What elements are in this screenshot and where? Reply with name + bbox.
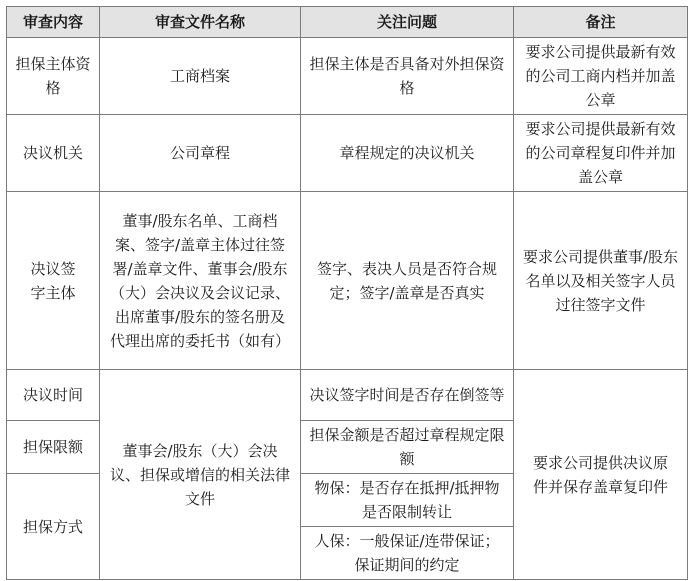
concern-cell: 签字、表决人员是否符合规定；签字/盖章是否真实 <box>301 192 514 370</box>
header-concern: 关注问题 <box>301 7 514 38</box>
review-content-cell: 担保主体资格 <box>7 38 100 115</box>
file-name-cell: 董事会/股东（大）会决议、担保或增信的相关法律文件 <box>100 370 301 580</box>
table-row <box>7 192 688 370</box>
concern-cell: 决议签字时间是否存在倒签等 <box>301 370 514 421</box>
table-header-row <box>7 7 688 38</box>
file-name-cell: 工商档案 <box>100 38 301 115</box>
concern-cell: 担保金额是否超过章程规定限额 <box>301 421 514 474</box>
table-row <box>7 115 688 192</box>
review-content-cell: 决议机关 <box>7 115 100 192</box>
review-content-cell: 决议时间 <box>7 370 100 421</box>
file-name-cell: 公司章程 <box>100 115 301 192</box>
review-table <box>6 6 688 580</box>
header-review-content: 审查内容 <box>7 7 100 38</box>
review-content-cell: 担保方式 <box>7 474 100 580</box>
header-file-name: 审查文件名称 <box>100 7 301 38</box>
concern-cell: 物保：是否存在抵押/抵押物是否限制转让 <box>301 474 514 527</box>
table-row <box>7 370 688 421</box>
concern-cell: 人保：一般保证/连带保证；保证期间的约定 <box>301 527 514 580</box>
concern-cell: 章程规定的决议机关 <box>301 115 514 192</box>
remark-cell: 要求公司提供最新有效的公司章程复印件并加盖公章 <box>514 115 688 192</box>
header-remark: 备注 <box>514 7 688 38</box>
file-name-cell: 董事/股东名单、工商档案、签字/盖章主体过往签署/盖章文件、董事会/股东（大）会决议及会议记录、出席董事/股东的签名册及代理出席的委托书（如有） <box>100 192 301 370</box>
table-row <box>7 38 688 115</box>
remark-cell: 要求公司提供最新有效的公司工商内档并加盖公章 <box>514 38 688 115</box>
remark-cell: 要求公司提供决议原件并保存盖章复印件 <box>514 370 688 580</box>
review-content-cell: 决议签字主体 <box>7 192 100 370</box>
remark-cell: 要求公司提供董事/股东名单以及相关签字人员过往签字文件 <box>514 192 688 370</box>
concern-cell: 担保主体是否具备对外担保资格 <box>301 38 514 115</box>
review-content-cell: 担保限额 <box>7 421 100 474</box>
